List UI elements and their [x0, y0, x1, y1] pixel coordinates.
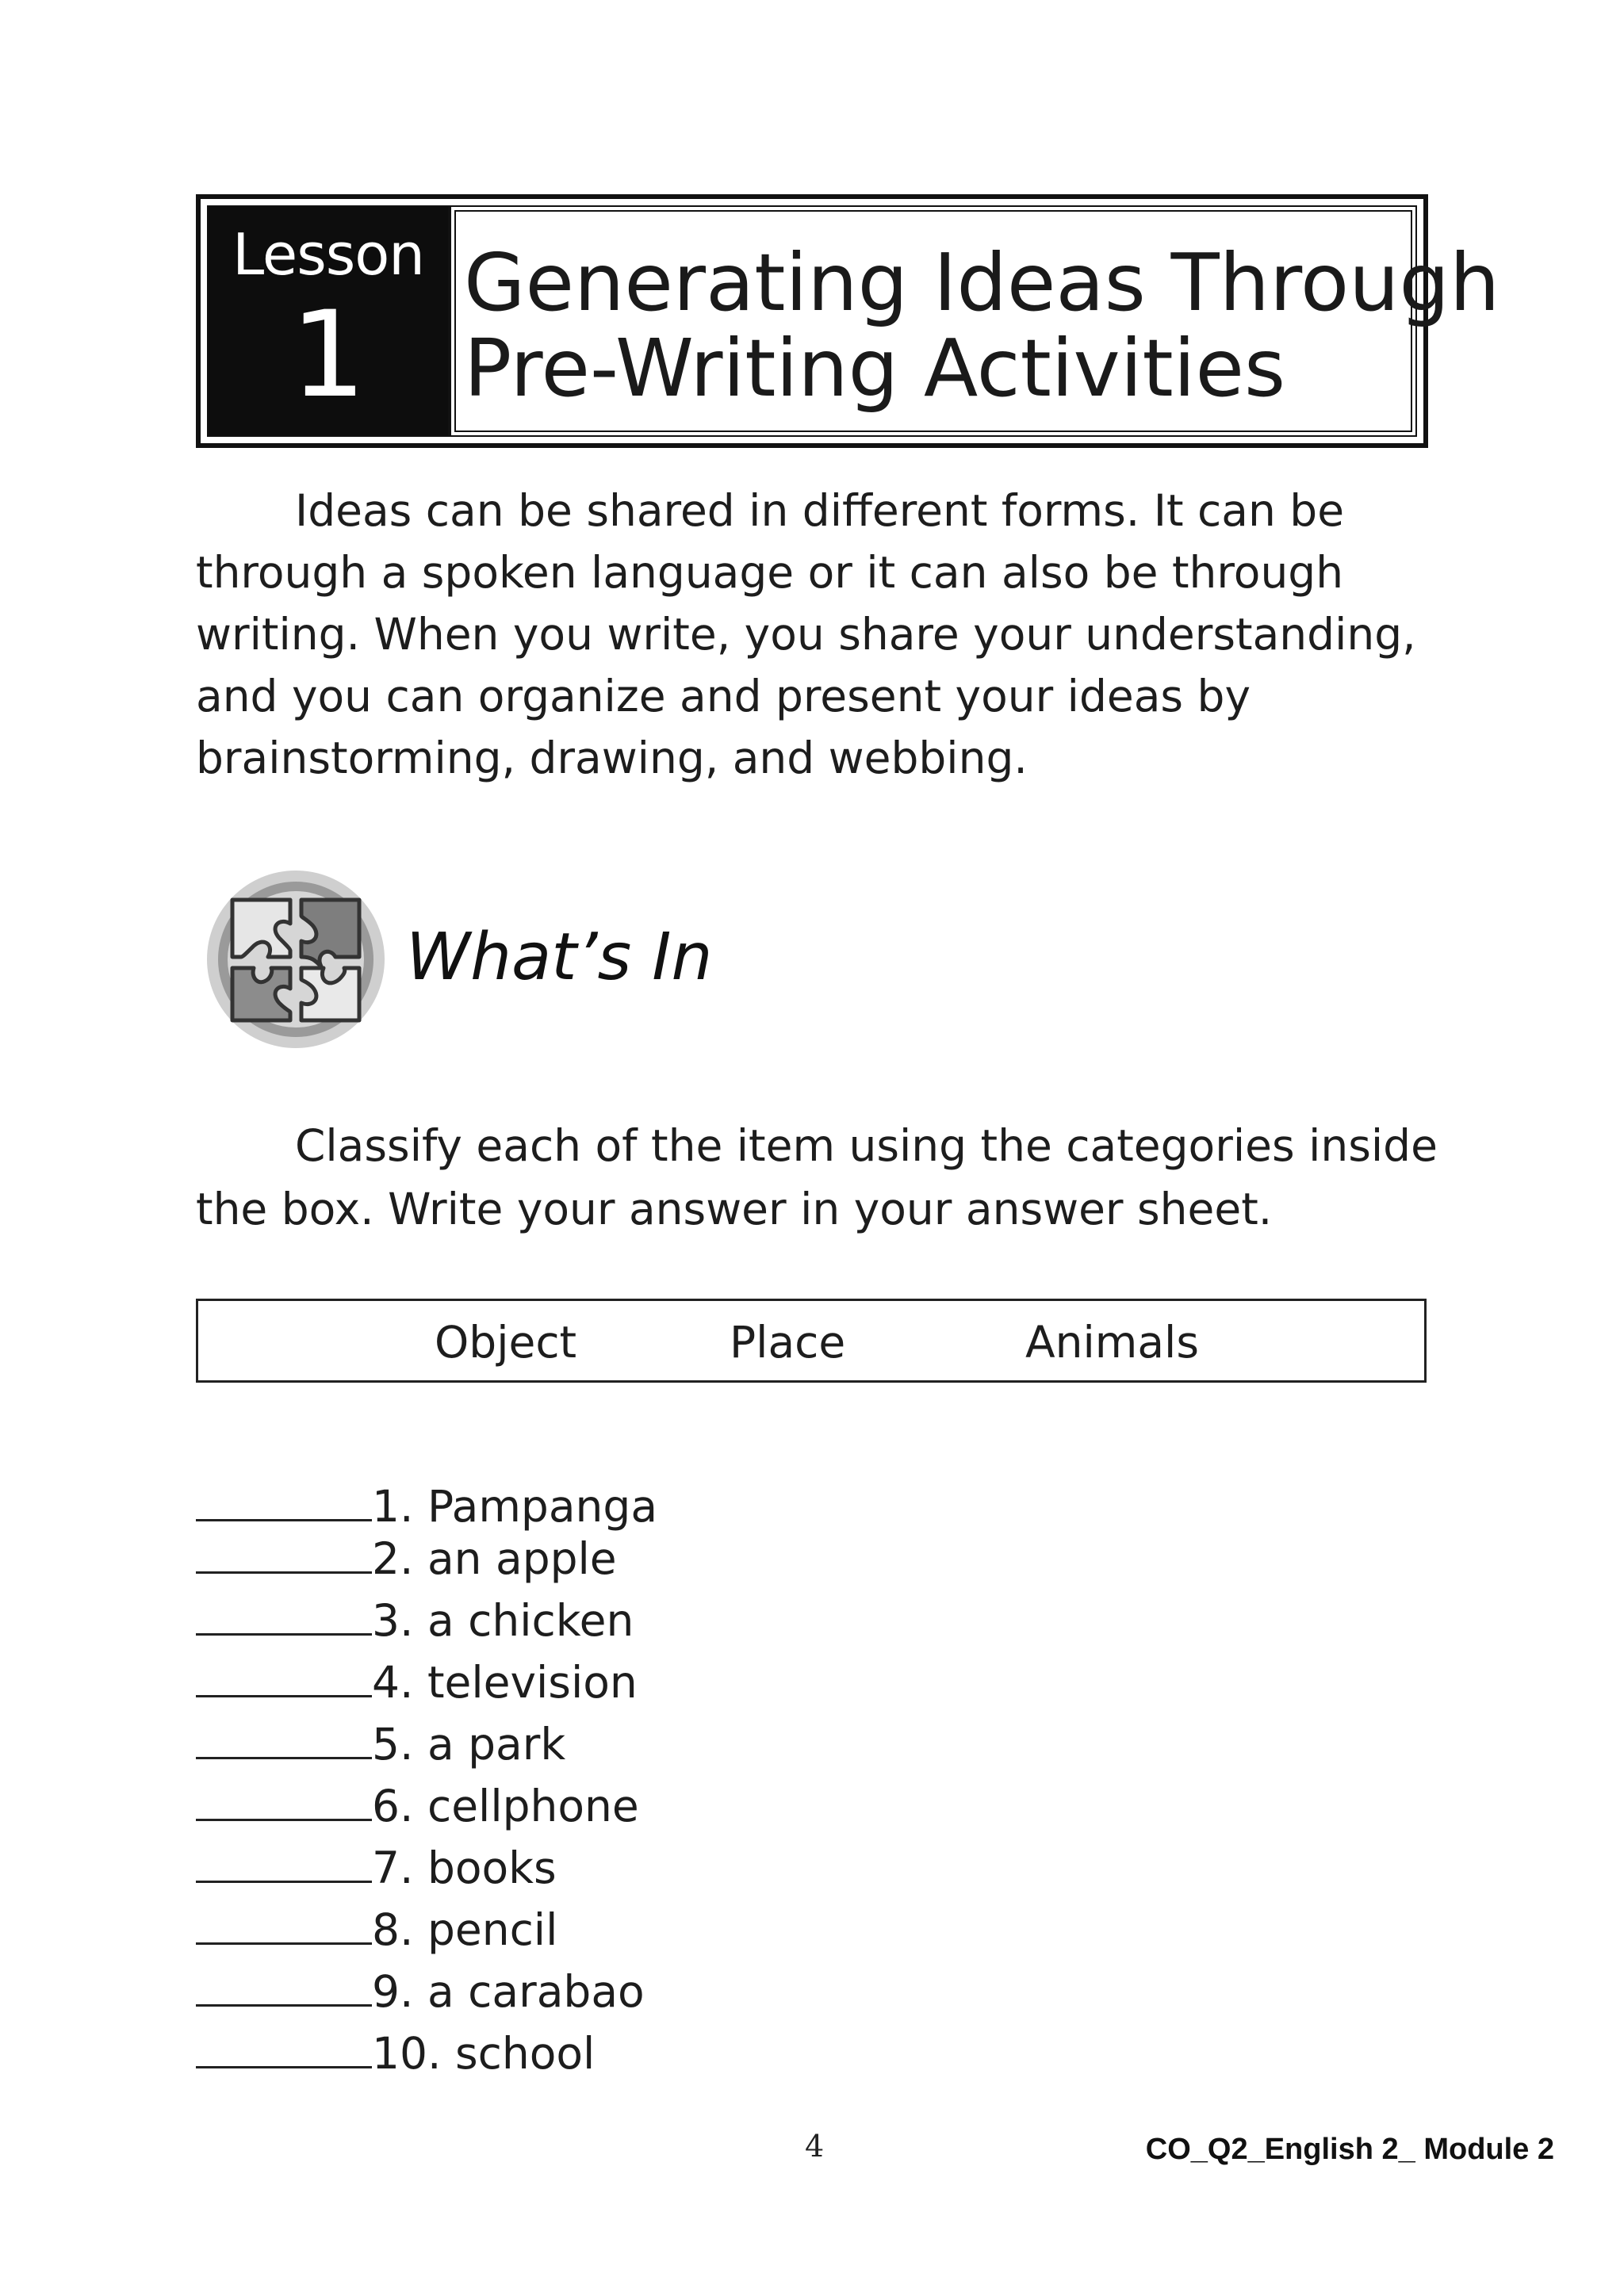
list-item	[196, 1774, 657, 1836]
instruction-line: the box. Write your answer in your answer sheet.	[196, 1184, 1273, 1234]
answer-blank[interactable]	[196, 1898, 372, 1945]
item-text: 7. books	[372, 1843, 557, 1893]
item-text: 10. school	[372, 2028, 596, 2079]
section-title: What’s In	[406, 920, 713, 995]
answer-blank[interactable]	[196, 1527, 372, 1574]
lesson-title-box	[448, 207, 1500, 435]
list-item	[196, 1475, 658, 1532]
instructions	[196, 1114, 1438, 1241]
list-item	[196, 1898, 657, 1960]
list-item	[196, 2022, 657, 2084]
item-text: 4. television	[372, 1657, 638, 1708]
answer-blank[interactable]	[196, 2022, 372, 2068]
answer-blank[interactable]	[196, 1836, 372, 1883]
item-text: 3. a chicken	[372, 1595, 634, 1646]
lesson-badge	[209, 207, 448, 435]
intro-line: Ideas can be shared in different forms. It can be	[295, 485, 1345, 536]
instruction-line: Classify each of the item using the categories inside	[295, 1120, 1438, 1171]
answer-blank[interactable]	[196, 1651, 372, 1697]
lesson-header	[196, 194, 1500, 448]
list-item	[196, 1836, 657, 1898]
answer-blank[interactable]	[196, 1960, 372, 2007]
list-item	[196, 1589, 657, 1651]
category-place: Place	[730, 1317, 846, 1368]
intro-line: through a spoken language or it can also be through	[196, 547, 1344, 598]
answer-blank[interactable]	[196, 1774, 372, 1821]
item-text: 8. pencil	[372, 1904, 558, 1955]
intro-line: and you can organize and present your ideas by	[196, 671, 1251, 721]
list-item	[196, 1712, 657, 1774]
module-code: CO_Q2_English 2_ Module 2	[1145, 2133, 1554, 2166]
lesson-title-line: Generating Ideas Through	[464, 236, 1500, 329]
puzzle-icon	[205, 868, 387, 1050]
lesson-number: 1	[290, 286, 366, 424]
intro-line: writing. When you write, you share your understanding,	[196, 609, 1416, 660]
item-text: 9. a carabao	[372, 1966, 645, 2017]
lesson-title	[464, 236, 1500, 415]
item-list	[196, 1475, 657, 2084]
answer-blank[interactable]	[196, 1475, 372, 1521]
list-item	[196, 1960, 657, 2022]
list-item	[196, 1651, 657, 1712]
page-number: 4	[805, 2129, 825, 2164]
item-text: 2. an apple	[372, 1533, 617, 1584]
categories-box	[196, 1299, 1427, 1383]
category-object: Object	[435, 1317, 577, 1368]
answer-blank[interactable]	[196, 1589, 372, 1636]
lesson-label: Lesson	[232, 221, 424, 288]
answer-blank[interactable]	[196, 1712, 372, 1759]
category-animals: Animals	[1025, 1317, 1199, 1368]
lesson-header-inner	[207, 205, 1500, 437]
item-text: 1. Pampanga	[372, 1481, 658, 1532]
intro-line: brainstorming, drawing, and webbing.	[196, 733, 1028, 783]
lesson-title-line: Pre-Writing Activities	[464, 322, 1286, 415]
list-item	[196, 1527, 657, 1589]
item-text: 5. a park	[372, 1719, 566, 1770]
item-text: 6. cellphone	[372, 1781, 639, 1831]
intro-paragraph	[196, 480, 1433, 789]
